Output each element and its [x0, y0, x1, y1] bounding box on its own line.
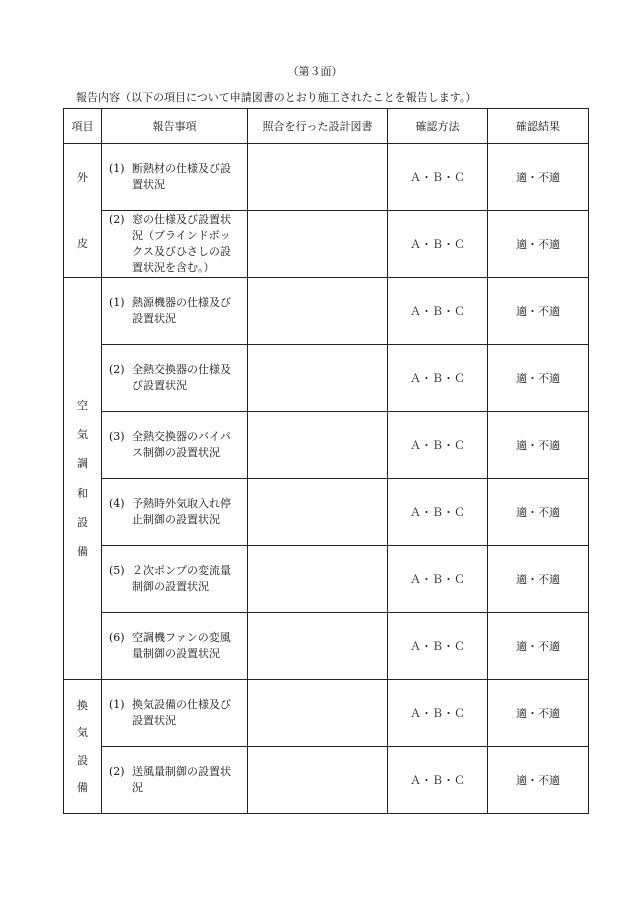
table-row — [64, 412, 589, 479]
check-result-cell[interactable]: 適・不適 — [488, 144, 589, 211]
table-row — [64, 345, 589, 412]
design-document-cell[interactable] — [248, 747, 388, 814]
item-number: (1) — [109, 296, 125, 310]
report-item-cell — [102, 613, 248, 680]
check-result-cell[interactable]: 適・不適 — [488, 412, 589, 479]
category-char: 和 — [77, 486, 88, 500]
table-row — [64, 144, 589, 211]
design-document-cell[interactable] — [248, 211, 388, 278]
design-document-cell[interactable] — [248, 479, 388, 546]
check-method-cell[interactable]: Ａ・Ｂ・Ｃ — [388, 546, 488, 613]
check-result-cell[interactable]: 適・不適 — [488, 613, 589, 680]
item-number: (5) — [109, 564, 125, 578]
design-document-cell[interactable] — [248, 412, 388, 479]
check-result-cell[interactable]: 適・不適 — [488, 479, 589, 546]
category-char: 設 — [77, 753, 88, 767]
item-text: ２次ポンプの変流量制御の設置状況 — [132, 564, 231, 593]
page-number: （第３面） — [287, 65, 343, 78]
design-document-cell[interactable] — [248, 680, 388, 747]
category-char: 皮 — [77, 237, 88, 251]
header-design-document: 照合を行った設計図書 — [248, 109, 388, 144]
header-report-item: 報告事項 — [102, 109, 248, 144]
table-row — [64, 747, 589, 814]
check-method-cell[interactable]: Ａ・Ｂ・Ｃ — [388, 211, 488, 278]
category-char: 備 — [77, 780, 88, 794]
header-check-method: 確認方法 — [388, 109, 488, 144]
item-text: 送風量制御の設置状況 — [132, 765, 231, 794]
item-text: 断熱材の仕様及び設置状況 — [132, 162, 231, 191]
check-method-cell[interactable]: Ａ・Ｂ・Ｃ — [388, 412, 488, 479]
design-document-cell[interactable] — [248, 546, 388, 613]
category-char: 気 — [77, 726, 88, 740]
category-char: 気 — [77, 428, 88, 442]
check-method-cell[interactable]: Ａ・Ｂ・Ｃ — [388, 278, 488, 345]
design-document-cell[interactable] — [248, 278, 388, 345]
table-row — [64, 278, 589, 345]
header-category: 項目 — [64, 109, 102, 144]
check-method-cell[interactable]: Ａ・Ｂ・Ｃ — [388, 680, 488, 747]
item-text: 換気設備の仕様及び設置状況 — [132, 698, 231, 727]
item-number: (1) — [109, 698, 125, 712]
table-row — [64, 479, 589, 546]
item-number: (6) — [109, 631, 125, 645]
check-method-cell[interactable]: Ａ・Ｂ・Ｃ — [388, 144, 488, 211]
item-number: (2) — [109, 765, 125, 779]
item-number: (1) — [109, 162, 125, 176]
report-item-cell — [102, 680, 248, 747]
check-method-cell[interactable]: Ａ・Ｂ・Ｃ — [388, 479, 488, 546]
item-number: (3) — [109, 430, 125, 444]
table-row — [64, 546, 589, 613]
report-item-cell — [102, 479, 248, 546]
item-text: 予熱時外気取入れ停止制御の設置状況 — [132, 497, 231, 526]
item-text: 熱源機器の仕様及び設置状況 — [132, 296, 231, 325]
check-method-cell[interactable]: Ａ・Ｂ・Ｃ — [388, 345, 488, 412]
table-body — [64, 144, 589, 814]
category-cell-ventilation — [64, 680, 102, 814]
check-method-cell[interactable]: Ａ・Ｂ・Ｃ — [388, 747, 488, 814]
header-check-result: 確認結果 — [488, 109, 589, 144]
category-char: 調 — [77, 457, 88, 471]
design-document-cell[interactable] — [248, 613, 388, 680]
item-text: 全熱交換器の仕様及び設置状況 — [132, 363, 231, 392]
category-cell-air-conditioning — [64, 278, 102, 680]
item-text: 空調機ファンの変風量制御の設置状況 — [132, 631, 231, 660]
check-result-cell[interactable]: 適・不適 — [488, 747, 589, 814]
report-item-cell — [102, 345, 248, 412]
check-method-cell[interactable]: Ａ・Ｂ・Ｃ — [388, 613, 488, 680]
design-document-cell[interactable] — [248, 144, 388, 211]
report-item-cell — [102, 144, 248, 211]
check-result-cell[interactable]: 適・不適 — [488, 278, 589, 345]
report-item-cell — [102, 546, 248, 613]
report-table — [63, 108, 589, 814]
item-text: 全熱交換器のバイパス制御の設置状況 — [132, 430, 231, 459]
category-char: 備 — [77, 544, 88, 558]
check-result-cell[interactable]: 適・不適 — [488, 546, 589, 613]
item-number: (4) — [109, 497, 125, 511]
category-char: 外 — [77, 170, 88, 184]
header-row — [64, 109, 589, 144]
item-text: 窓の仕様及び設置状況（ブラインドボックス及びひさしの設置状況を含む。） — [132, 213, 231, 274]
check-result-cell[interactable]: 適・不適 — [488, 345, 589, 412]
report-item-cell — [102, 412, 248, 479]
category-char: 換 — [77, 699, 88, 713]
check-result-cell[interactable]: 適・不適 — [488, 680, 589, 747]
table-row — [64, 211, 589, 278]
item-number: (2) — [109, 363, 125, 377]
check-result-cell[interactable]: 適・不適 — [488, 211, 589, 278]
category-char: 空 — [77, 398, 88, 412]
table-row — [64, 613, 589, 680]
report-intro: 報告内容（以下の項目について申請図書のとおり施工されたことを報告します。） — [76, 91, 477, 104]
table-row — [64, 680, 589, 747]
design-document-cell[interactable] — [248, 345, 388, 412]
category-char: 設 — [77, 515, 88, 529]
report-item-cell — [102, 747, 248, 814]
report-item-cell — [102, 278, 248, 345]
report-item-cell — [102, 211, 248, 278]
item-number: (2) — [109, 213, 125, 227]
category-cell-envelope — [64, 144, 102, 278]
